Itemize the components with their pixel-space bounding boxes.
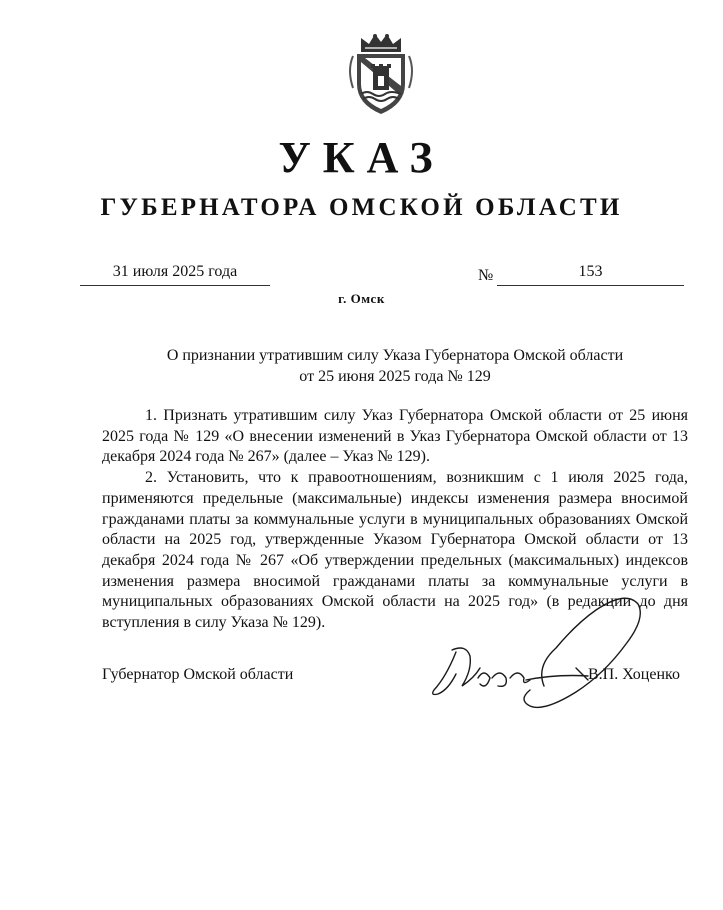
heading-line-1: О признании утратившим силу Указа Губернатора Омской области: [166, 347, 624, 364]
signatory-name: В.П. Хоценко: [588, 666, 680, 683]
omsk-coat-of-arms-icon: [343, 30, 419, 116]
handwritten-signature: [426, 582, 656, 717]
number-sign: №: [478, 267, 494, 284]
heading-line-2: от 25 июня 2025 года № 129: [299, 368, 491, 385]
document-title: УКАЗ: [278, 133, 445, 182]
document-subtitle: ГУБЕРНАТОРА ОМСКОЙ ОБЛАСТИ: [100, 194, 623, 221]
decree-date: 31 июля 2025 года: [80, 262, 270, 286]
decree-heading: [100, 345, 690, 387]
decree-number: 153: [497, 262, 684, 286]
paragraph-1: 1. Признать утратившим силу Указ Губернатора Омской области от 25 июня 2025 года № 129 «О внесении изменений в Указ Губернатора Омской области от 13 декабря 2024 года № 267» (далее – Указ № 129).: [102, 407, 688, 466]
signatory-title: Губернатор Омской области: [102, 666, 294, 683]
decree-city: г. Омск: [338, 291, 385, 306]
paragraph-2: 2. Установить, что к правоотношениям, возникшим с 1 июля 2025 года, применяются предельные (максимальные) индексы изменения размера вносимой гражданами платы за коммунальные услуги в муниципальных образованиях Омской области на 2025 год, утвержденные Указом Губернатора Омской области от 13 декабря 2024 года № 267 «Об утверждении предельных (максимальных) индексов изменения размера вносимой гражданами платы за коммунальные услуги в муниципальных образованиях Омской области на 2025 год» (в редакции до дня вступления в силу Указа № 129).: [102, 469, 688, 632]
